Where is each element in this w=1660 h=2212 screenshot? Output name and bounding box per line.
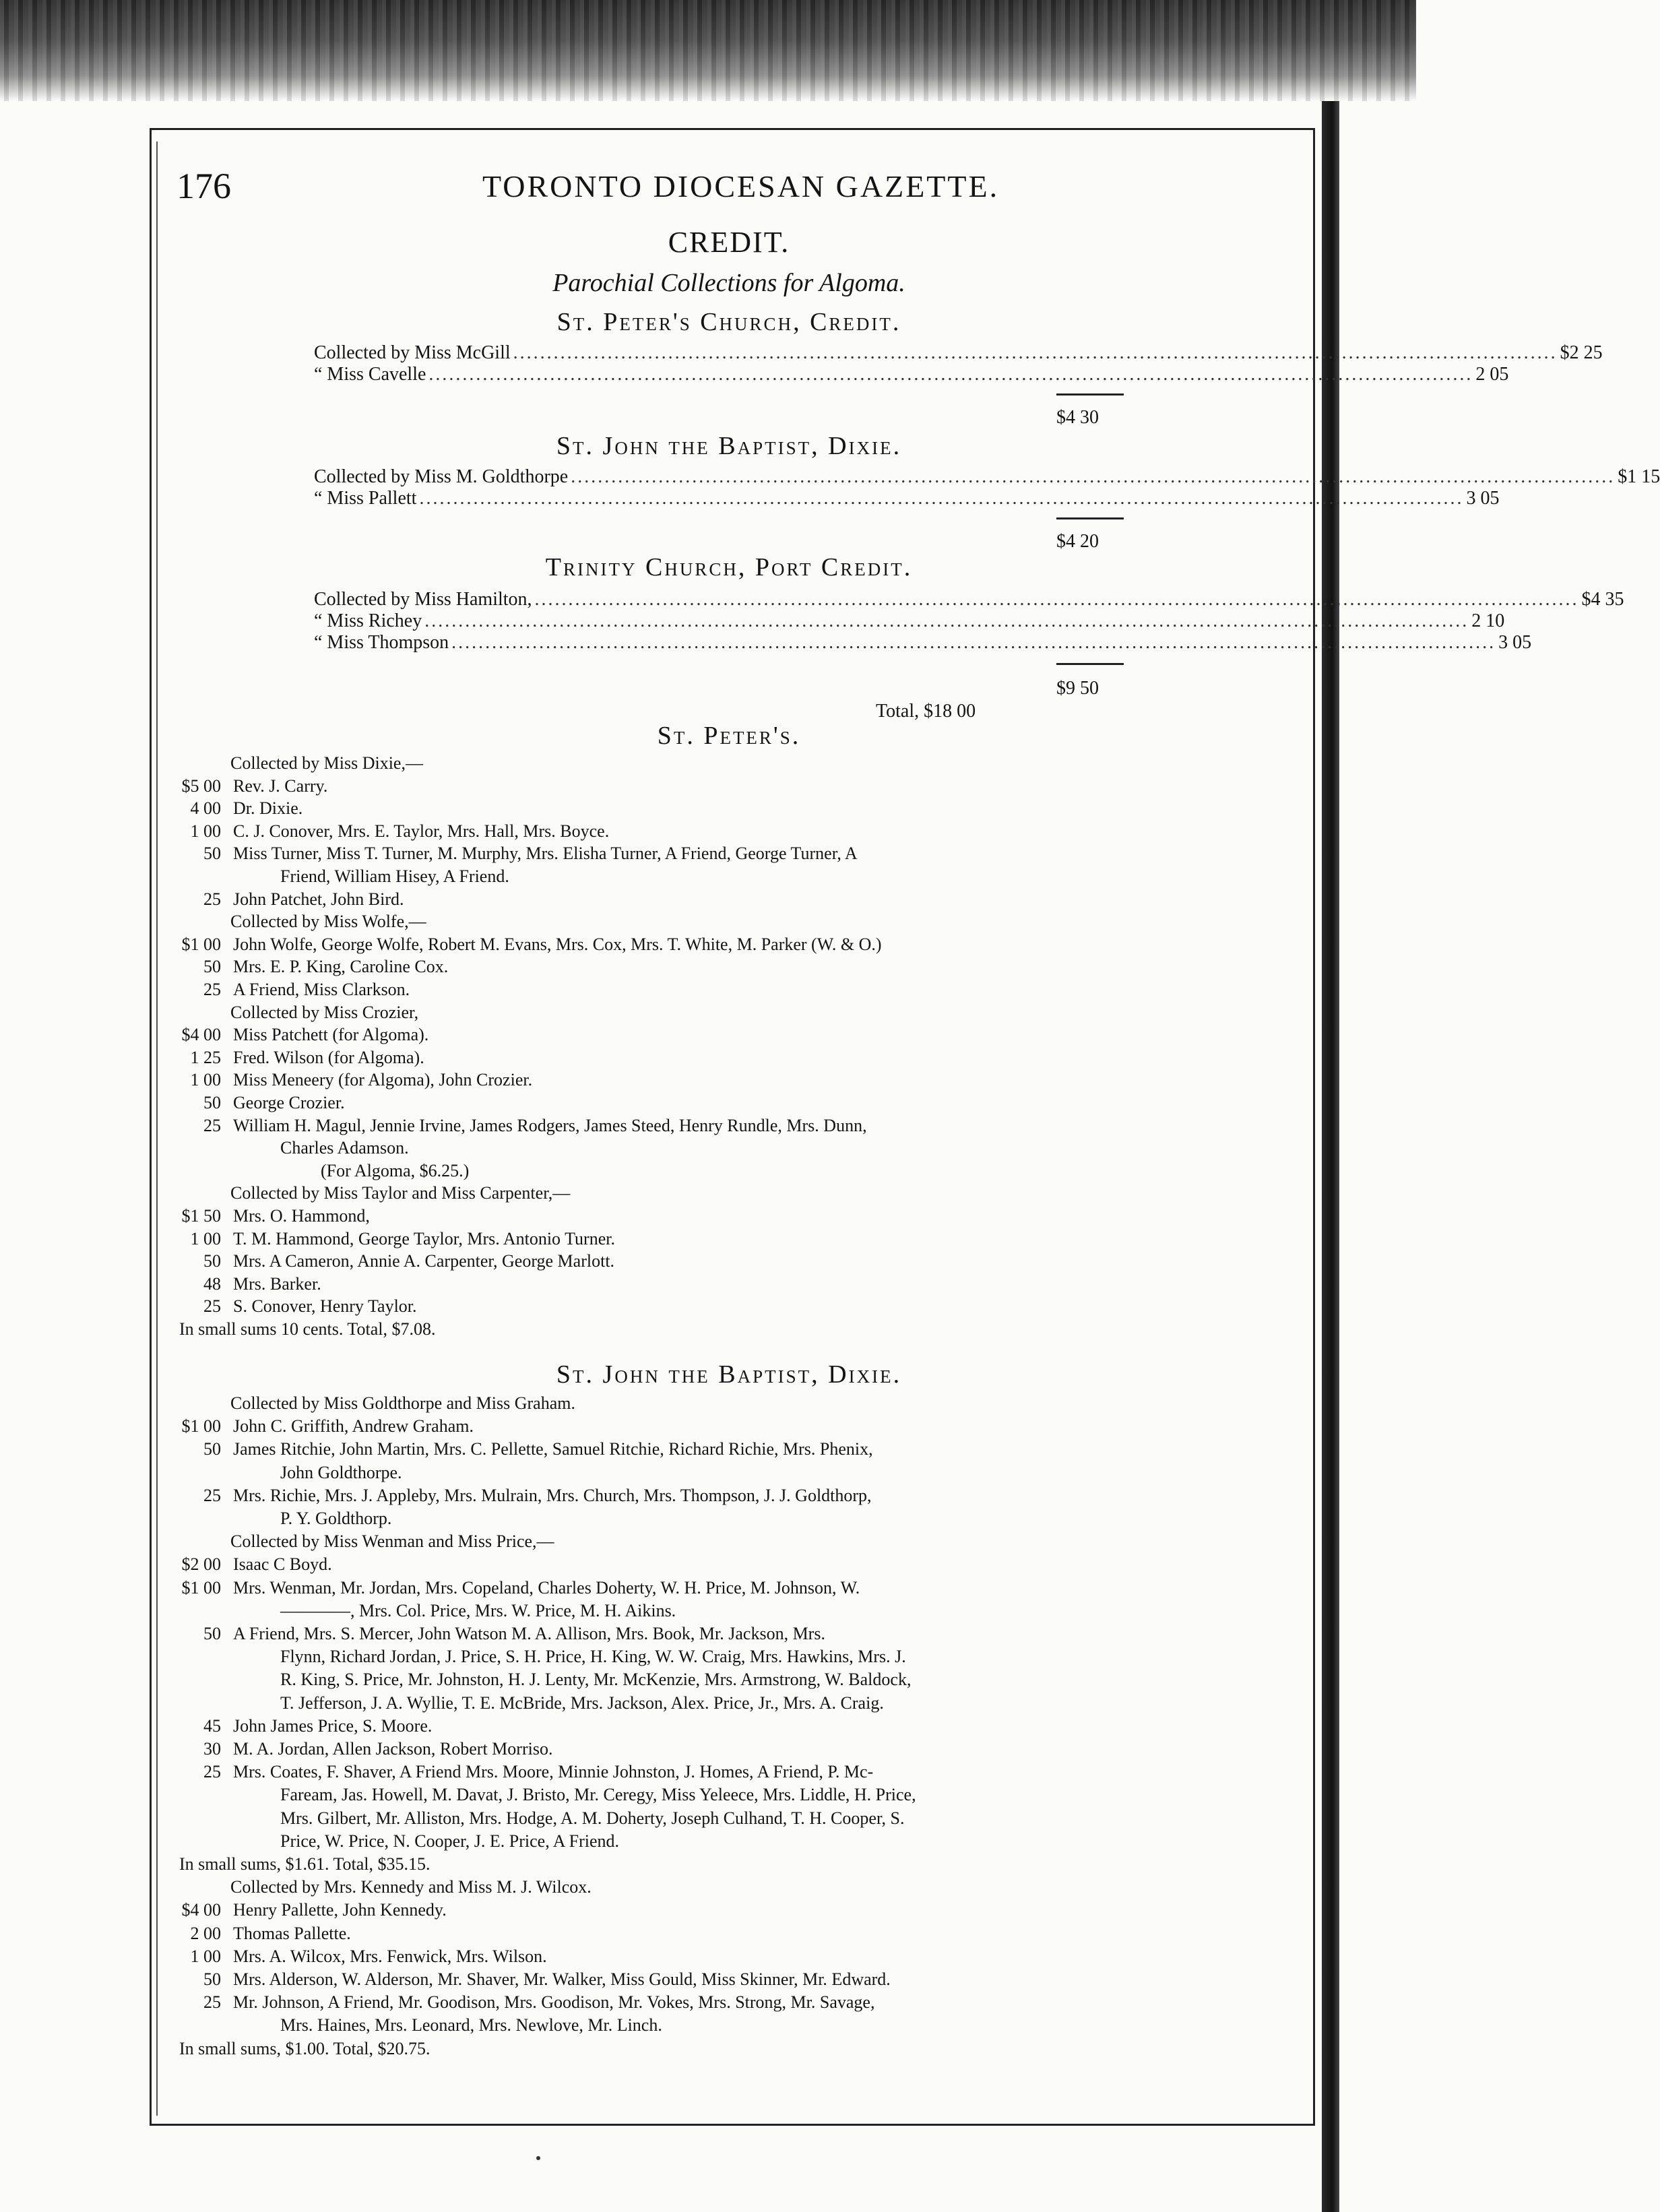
donor-line [230, 1003, 418, 1023]
donor-names: Faream, Jas. Howell, M. Davat, J. Bristo, Mr. Ceregy, Miss Yeleece, Mrs. Liddle, H. Price, [280, 1785, 916, 1805]
donor-names: T. M. Hammond, George Taylor, Mrs. Antonio Turner. [233, 1228, 615, 1249]
donor-names: George Crozier. [233, 1093, 345, 1112]
donation-amount: $1 00 [181, 1416, 221, 1436]
donation-amount: $1 00 [181, 934, 221, 954]
donor-line [179, 821, 609, 842]
donor-line [179, 980, 410, 1000]
donor-names: Mrs. Coates, F. Shaver, A Friend Mrs. Moore, Minnie Johnston, J. Homes, A Friend, P. Mc- [233, 1762, 874, 1782]
donor-names: John Patchet, John Bird. [233, 889, 404, 909]
donor-line [179, 1854, 430, 1874]
donor-line [179, 1739, 552, 1759]
dot-leader: ........................................................................................................................................................... [534, 589, 1579, 610]
donation-amount: $4 00 [181, 1025, 221, 1045]
donation-amount: 1 00 [190, 821, 221, 841]
donor-names: Friend, William Hisey, A Friend. [280, 866, 509, 886]
donor-names: Miss Meneery (for Algoma), John Crozier. [233, 1070, 533, 1090]
donor-names: Thomas Pallette. [233, 1923, 351, 1943]
donor-names: John Wolfe, George Wolfe, Robert M. Evans, Mrs. Cox, Mrs. T. White, M. Parker (W. & O.) [233, 934, 882, 954]
donor-names: Mrs. Gilbert, Mr. Alliston, Mrs. Hodge, A. M. Doherty, Joseph Culhand, T. H. Cooper, S. [280, 1808, 905, 1828]
collector-label: Collected by Miss M. Goldthorpe [314, 466, 569, 487]
dot-leader: ........................................................................................................................................................... [513, 342, 1558, 363]
donation-amount: 25 [203, 1762, 221, 1782]
donor-line [179, 1048, 424, 1068]
donor-line [280, 1785, 916, 1805]
donation-amount: 50 [203, 1624, 221, 1643]
donor-line [179, 1486, 872, 1506]
donation-amount: $4 00 [181, 1900, 221, 1920]
sum-rule [1056, 663, 1124, 665]
donor-names: James Ritchie, John Martin, Mrs. C. Pellette, Samuel Ritchie, Richard Richie, Mrs. Phenix, [233, 1439, 873, 1459]
donor-line [179, 1229, 615, 1249]
donor-names: Mrs. O. Hammond, [233, 1206, 370, 1226]
section-title-credit: CREDIT. [668, 226, 790, 259]
donor-names: Miss Turner, Miss T. Turner, M. Murphy, Mrs. Elisha Turner, A Friend, George Turner, A [233, 844, 858, 864]
donor-names: William H. Magul, Jennie Irvine, James Rodgers, James Steed, Henry Rundle, Mrs. Dunn, [233, 1115, 867, 1135]
donor-line [179, 1716, 432, 1736]
page-number: 176 [177, 166, 231, 206]
donor-names: Mr. Johnson, A Friend, Mr. Goodison, Mrs. Goodison, Mr. Vokes, Mrs. Strong, Mr. Savage, [233, 1992, 875, 2013]
donor-line [179, 889, 404, 910]
donor-names: Collected by Miss Crozier, [230, 1002, 419, 1022]
donor-line [280, 1670, 911, 1690]
scan-edge-right [1322, 101, 1339, 2212]
dot-leader: ........................................................................................................................................................... [428, 364, 1473, 385]
subtotal: $9 50 [1056, 678, 1099, 699]
donation-amount: 50 [203, 1251, 221, 1271]
donor-names: Fred. Wilson (for Algoma). [233, 1047, 424, 1067]
donor-line [230, 912, 426, 932]
donor-names: Collected by Miss Wolfe,— [230, 912, 426, 932]
donor-names: (For Algoma, $6.25.) [321, 1160, 470, 1180]
running-head: TORONTO DIOCESAN GAZETTE. [482, 169, 1000, 203]
donation-amount: $1 50 [181, 1206, 221, 1226]
donation-amount: $2 00 [181, 1554, 221, 1575]
donation-amount: $1 00 [181, 1577, 221, 1598]
collection-row [314, 610, 1505, 632]
donation-amount: 1 00 [190, 1946, 221, 1966]
donor-names: Charles Adamson. [280, 1138, 409, 1158]
donor-names: Mrs. E. P. King, Caroline Cox. [233, 957, 449, 977]
subtotal: $4 30 [1056, 407, 1099, 428]
donor-line [179, 1251, 614, 1271]
scan-edge-top [0, 0, 1416, 101]
donor-line [321, 1161, 469, 1181]
donor-line [179, 1924, 351, 1944]
donor-names: In small sums 10 cents. Total, $7.08. [179, 1319, 436, 1339]
donor-names: John Goldthorpe. [280, 1462, 402, 1482]
collector-label: “ Miss Cavelle [314, 364, 426, 385]
donor-line [179, 1274, 321, 1294]
donor-line [179, 1947, 547, 1967]
donation-amount: 50 [203, 1439, 221, 1459]
donor-line [179, 1416, 474, 1436]
donor-names: R. King, S. Price, Mr. Johnston, H. J. Lenty, Mr. McKenzie, Mrs. Armstrong, W. Baldock, [280, 1670, 912, 1690]
collector-label: “ Miss Richey [314, 610, 422, 631]
donor-names: Mrs. A Cameron, Annie A. Carpenter, George Marlott. [233, 1251, 615, 1271]
donor-names: Mrs. Haines, Mrs. Leonard, Mrs. Newlove, Mr. Linch. [280, 2015, 662, 2035]
donor-line [179, 935, 882, 955]
collection-amount: 2 05 [1475, 364, 1509, 385]
donor-names: Mrs. A. Wilcox, Mrs. Fenwick, Mrs. Wilson. [233, 1946, 547, 1966]
collection-row [314, 589, 1624, 610]
donor-line [179, 1900, 447, 1920]
collection-amount: 2 10 [1471, 610, 1505, 631]
donor-names: Collected by Miss Dixie,— [230, 753, 423, 773]
donation-amount: 30 [203, 1739, 221, 1759]
donor-line [179, 1093, 345, 1113]
collection-row [314, 342, 1603, 364]
collection-amount: $1 15 [1618, 466, 1660, 487]
collector-label: Collected by Miss Hamilton, [314, 589, 532, 610]
collection-amount: $4 35 [1581, 589, 1624, 610]
donor-line [179, 1296, 417, 1317]
donor-line [179, 1969, 891, 1990]
donor-line [179, 957, 448, 977]
donor-line [280, 1463, 402, 1483]
collection-row [314, 488, 1500, 509]
donor-names: M. A. Jordan, Allen Jackson, Robert Morriso. [233, 1739, 553, 1759]
dot-leader: ........................................................................................................................................................... [424, 610, 1469, 631]
donor-names: John James Price, S. Moore. [233, 1715, 433, 1736]
collection-amount: $2 25 [1560, 342, 1603, 363]
donor-line [179, 776, 327, 796]
donor-line [179, 1554, 332, 1575]
donor-names: Isaac C Boyd. [233, 1554, 332, 1575]
donation-amount: 1 00 [190, 1228, 221, 1249]
donor-line [179, 1025, 428, 1045]
donor-line [179, 1206, 370, 1226]
donor-line [280, 1509, 391, 1529]
collector-label: “ Miss Pallett [314, 488, 417, 509]
donor-names: In small sums, $1.00. Total, $20.75. [179, 2038, 430, 2058]
donor-names: Collected by Miss Wenman and Miss Price,— [230, 1531, 554, 1552]
donor-line [230, 1877, 592, 1897]
donor-line [179, 2039, 430, 2059]
collection-row [314, 632, 1532, 654]
church-heading: St. Peter's Church, Credit. [556, 308, 901, 336]
donor-line [179, 1578, 860, 1598]
collection-row [314, 466, 1660, 488]
donor-line [230, 1393, 575, 1414]
donor-names: In small sums, $1.61. Total, $35.15. [179, 1854, 430, 1874]
donor-names: T. Jefferson, J. A. Wyllie, T. E. McBride, Mrs. Jackson, Alex. Price, Jr., Mrs. A. Craig. [280, 1693, 884, 1713]
collection-amount: 3 05 [1466, 488, 1500, 509]
dot-leader: ........................................................................................................................................................... [571, 466, 1616, 487]
donor-line [280, 1138, 409, 1158]
donation-amount: 1 25 [190, 1047, 221, 1067]
donor-names: Mrs. Alderson, W. Alderson, Mr. Shaver, Mr. Walker, Miss Gould, Miss Skinner, Mr. Edward. [233, 1969, 891, 1989]
collection-row [314, 364, 1509, 385]
donor-line [280, 1601, 676, 1621]
church-heading: St. Peter's. [657, 722, 801, 750]
donor-line [179, 844, 858, 864]
donor-names: Dr. Dixie. [233, 798, 303, 819]
donor-names: Price, W. Price, N. Cooper, J. E. Price, A Friend. [280, 1831, 620, 1851]
donor-names: Collected by Miss Goldthorpe and Miss Graham. [230, 1393, 575, 1413]
donor-names: Mrs. Richie, Mrs. J. Appleby, Mrs. Mulrain, Mrs. Church, Mrs. Thompson, J. J. Goldthorp, [233, 1485, 872, 1505]
donation-amount: 48 [203, 1273, 221, 1294]
donor-names: Henry Pallette, John Kennedy. [233, 1900, 447, 1920]
donor-names: S. Conover, Henry Taylor. [233, 1296, 417, 1317]
donation-amount: 50 [203, 1969, 221, 1989]
donation-amount: 45 [203, 1715, 221, 1736]
donor-names: John C. Griffith, Andrew Graham. [233, 1416, 474, 1436]
donation-amount: 4 00 [190, 798, 221, 819]
donor-line [179, 798, 302, 819]
church-heading: Trinity Church, Port Credit. [545, 553, 913, 581]
donor-names: Collected by Mrs. Kennedy and Miss M. J. Wilcox. [230, 1877, 592, 1897]
grand-total: Total, $18 00 [876, 701, 976, 722]
donor-line [280, 1647, 906, 1667]
donor-line [230, 1183, 570, 1203]
donation-amount: 2 00 [190, 1923, 221, 1943]
donor-line [230, 753, 423, 773]
collector-label: “ Miss Thompson [314, 632, 449, 653]
collector-label: Collected by Miss McGill [314, 342, 511, 363]
sum-rule [1056, 517, 1124, 519]
donor-names: Flynn, Richard Jordan, J. Price, S. H. Price, H. King, W. W. Craig, Mrs. Hawkins, Mrs. J. [280, 1647, 906, 1667]
collection-amount: 3 05 [1498, 632, 1532, 653]
donation-amount: 25 [203, 1485, 221, 1505]
donation-amount: 50 [203, 844, 221, 864]
donor-line [179, 1070, 532, 1090]
donor-names: Collected by Miss Taylor and Miss Carpenter,— [230, 1183, 571, 1203]
donor-names: P. Y. Goldthorp. [280, 1509, 392, 1528]
dot-leader: ........................................................................................................................................................... [451, 632, 1496, 653]
donor-line [280, 1693, 884, 1713]
church-heading: St. John the Baptist, Dixie. [556, 1360, 902, 1389]
section-subtitle: Parochial Collections for Algoma. [552, 269, 905, 297]
donation-amount: 25 [203, 1992, 221, 2013]
donor-names: ————, Mrs. Col. Price, Mrs. W. Price, M. H. Aikins. [280, 1600, 676, 1620]
subtotal: $4 20 [1056, 531, 1099, 552]
dot-leader: ........................................................................................................................................................... [419, 488, 1464, 509]
donor-names: Miss Patchett (for Algoma). [233, 1025, 429, 1045]
donor-line [179, 1992, 874, 2013]
donation-amount: 50 [203, 1093, 221, 1112]
donor-line [179, 1319, 435, 1339]
donation-amount: 25 [203, 1115, 221, 1135]
donation-amount: 25 [203, 889, 221, 909]
donor-line [280, 1831, 619, 1852]
donor-names: A Friend, Mrs. S. Mercer, John Watson M. A. Allison, Mrs. Book, Mr. Jackson, Mrs. [233, 1624, 825, 1643]
donor-line [179, 1624, 825, 1644]
donor-line [280, 1808, 905, 1829]
donor-line [179, 1116, 867, 1136]
donor-line [179, 1762, 873, 1782]
donor-line [230, 1531, 554, 1552]
donor-names: A Friend, Miss Clarkson. [233, 980, 410, 999]
donation-amount: $5 00 [181, 776, 221, 796]
church-heading: St. John the Baptist, Dixie. [556, 432, 902, 460]
donor-line [280, 2015, 662, 2035]
donation-amount: 1 00 [190, 1070, 221, 1090]
donor-line [280, 866, 509, 887]
donation-amount: 25 [203, 980, 221, 999]
donor-names: Mrs. Wenman, Mr. Jordan, Mrs. Copeland, Charles Doherty, W. H. Price, M. Johnson, W. [233, 1577, 860, 1598]
donor-names: C. J. Conover, Mrs. E. Taylor, Mrs. Hall, Mrs. Boyce. [233, 821, 610, 841]
donor-names: Mrs. Barker. [233, 1273, 321, 1294]
donation-amount: 50 [203, 957, 221, 977]
donor-names: Rev. J. Carry. [233, 776, 328, 796]
sum-rule [1056, 393, 1124, 396]
donor-line [179, 1439, 873, 1459]
donation-amount: 25 [203, 1296, 221, 1317]
scan-speck [536, 2156, 540, 2160]
